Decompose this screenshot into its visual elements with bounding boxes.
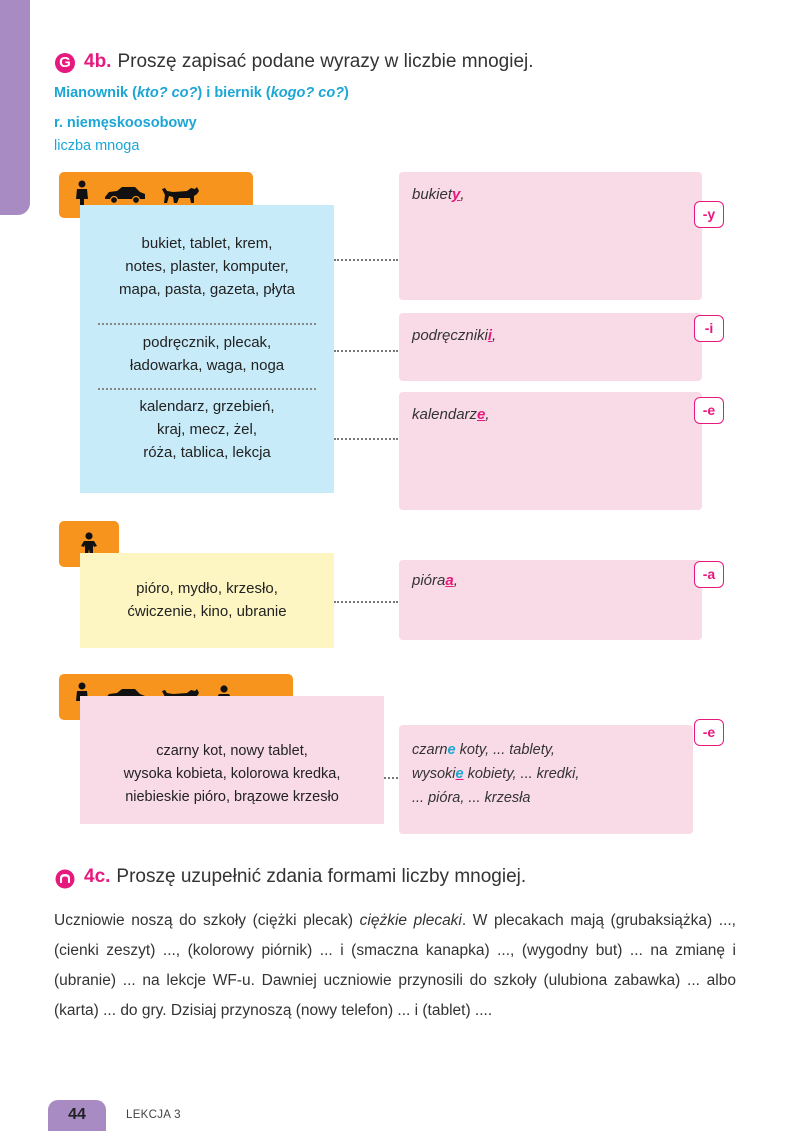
- answer-example-adjectives: czarne koty, ... tablety, wysokie kobiety, ... kredki, ... pióra, ... krzesła: [412, 742, 580, 806]
- word-list-box-neuter: [80, 553, 334, 648]
- dotted-separator: [98, 388, 316, 390]
- word-group-y: bukiet, tablet, krem, notes, plaster, komputer, mapa, pasta, gazeta, płyta: [119, 235, 295, 298]
- connector-dots: [334, 350, 398, 352]
- connector-dots: [384, 777, 398, 779]
- word-list-box-adjectives: [80, 696, 384, 824]
- ending-badge-adjective-e: -e: [694, 719, 724, 746]
- connector-dots: [334, 438, 398, 440]
- connector-dots: [334, 601, 398, 603]
- ending-badge-i: -i: [694, 315, 724, 342]
- exercise-instruction: Proszę zapisać podane wyrazy w liczbie mnogiej.: [117, 51, 534, 72]
- gender-label: r. niemęskoosobowy: [54, 115, 197, 131]
- grammar-badge-icon: G: [55, 53, 75, 73]
- example-answer: ciężkie plecaki: [359, 912, 462, 929]
- answer-box-i[interactable]: [399, 313, 702, 381]
- answer-example-a: pióraa,: [412, 572, 458, 589]
- lesson-label: LEKCJA 3: [126, 1109, 181, 1121]
- exercise-4b-heading: [84, 51, 534, 73]
- exercise-number: 4c.: [84, 866, 111, 887]
- answer-example-y: bukiety,: [412, 186, 465, 203]
- dotted-separator: [98, 323, 316, 325]
- page-number: 44: [48, 1100, 106, 1131]
- word-group-a: pióro, mydło, krzesło, ćwiczenie, kino, ubranie: [127, 580, 287, 620]
- communication-icon: [55, 869, 75, 889]
- word-group-e: kalendarz, grzebień, kraj, mecz, żel, róża, tablica, lekcja: [139, 398, 275, 461]
- answer-example-i: podręcznikii,: [412, 327, 497, 344]
- word-group-i: podręcznik, plecak, ładowarka, waga, noga: [129, 334, 285, 374]
- case-subheading: Mianownik (kto? co?) i biernik (kogo? co?): [54, 85, 349, 101]
- exercise-number: 4b.: [84, 51, 112, 72]
- side-tab-decoration: [0, 0, 30, 215]
- answer-example-e: kalendarze,: [412, 406, 490, 423]
- number-label: liczba mnoga: [54, 138, 140, 154]
- ending-badge-e: -e: [694, 397, 724, 424]
- exercise-instruction: Proszę uzupełnić zdania formami liczby mnogiej.: [116, 866, 527, 887]
- car-icon: [103, 186, 147, 204]
- cat-icon: [161, 185, 201, 205]
- exercise-4c-heading: [84, 866, 526, 888]
- word-list-box-masculine-feminine: [80, 205, 334, 493]
- ending-badge-a: -a: [694, 561, 724, 588]
- word-group-adjectives: czarny kot, nowy tablet, wysoka kobieta, kolorowa kredka, niebieskie pióro, brązowe krzesło: [123, 743, 341, 805]
- connector-dots: [334, 259, 398, 261]
- ending-badge-y: -y: [694, 201, 724, 228]
- exercise-4c-paragraph: Uczniowie noszą do szkoły (ciężki plecak) ciężkie plecaki. W plecakach mają (grubaksiążka) ..., (cienki zeszyt) ..., (kolorowy piórnik) ... i (smaczna kanapka) ..., (wygodny but) ... na zmianę i (ubranie) ... na lekcje WF-u. Dawniej uczniowie przynosili do szkoły (ulubiona zabawka) ... albo (karta) ... do gry. Dzisiaj przynoszą (nowy telefon) ... i (tablet) ....: [54, 912, 736, 1019]
